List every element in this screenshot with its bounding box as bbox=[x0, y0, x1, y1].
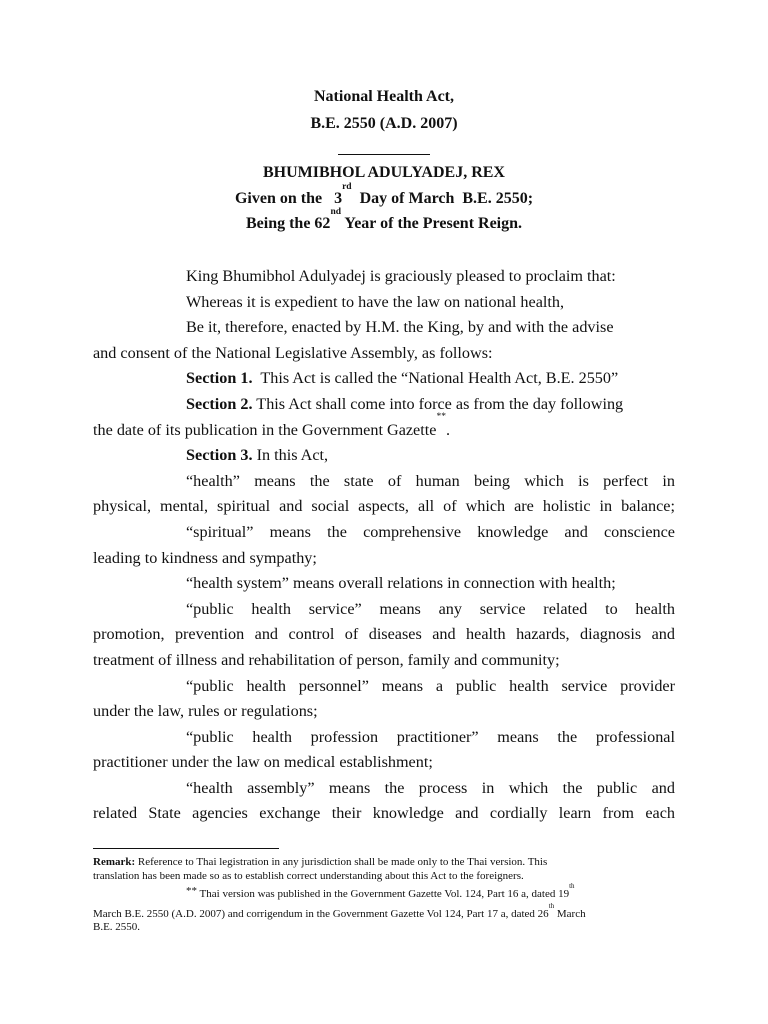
whereas-line: Whereas it is expedient to have the law on national health, bbox=[186, 293, 565, 311]
footnote-gazette: ** Thai version was published in the Government Gazette Vol. 124, Part 16 a, dated 19th bbox=[186, 882, 575, 900]
definition-health-assembly: “health assembly” means the process in which the public and bbox=[186, 779, 675, 797]
enactment-line-cont: and consent of the National Legislative Assembly, as follows: bbox=[93, 344, 493, 362]
definition-spiritual-cont: leading to kindness and sympathy; bbox=[93, 549, 317, 567]
footnote-remark-cont: translation has been made so as to establish correct understanding about this Act to the foreigners. bbox=[93, 870, 524, 882]
reign-year: Being the 62nd Year of the Present Reign. bbox=[245, 207, 523, 232]
act-year: B.E. 2550 (A.D. 2007) bbox=[310, 115, 458, 132]
definition-public-health-service: “public health service” means any service related to health bbox=[186, 600, 675, 618]
definition-practitioner-cont: practitioner under the law on medical establishment; bbox=[93, 753, 433, 771]
definition-public-health-service-cont2: treatment of illness and rehabilitation of person, family and community; bbox=[93, 651, 560, 669]
proclamation-line: King Bhumibhol Adulyadej is graciously pleased to proclaim that: bbox=[186, 267, 616, 285]
enactment-line: Be it, therefore, enacted by H.M. the King, by and with the advise bbox=[186, 318, 614, 336]
king-name: BHUMIBHOL ADULYADEJ, REX bbox=[263, 164, 505, 181]
footnote-gazette-cont2: B.E. 2550. bbox=[93, 921, 141, 933]
act-title: National Health Act, bbox=[314, 88, 454, 105]
title-divider bbox=[338, 154, 430, 155]
definition-health: “health” means the state of human being which is perfect in bbox=[186, 472, 675, 490]
definition-health-system: “health system” means overall relations in connection with health; bbox=[186, 574, 616, 592]
section-3: Section 3. In this Act, bbox=[186, 446, 329, 464]
definition-spiritual: “spiritual” means the comprehensive knowledge and conscience bbox=[186, 523, 675, 541]
definition-health-assembly-cont: related State agencies exchange their knowledge and cordially learn from each bbox=[93, 804, 675, 822]
section-1: Section 1. This Act is called the “National Health Act, B.E. 2550” bbox=[186, 369, 619, 387]
definition-public-health-service-cont: promotion, prevention and control of diseases and health hazards, diagnosis and bbox=[93, 625, 675, 643]
section-2: Section 2. This Act shall come into force as from the day following bbox=[186, 395, 624, 413]
footnote-divider bbox=[93, 848, 279, 849]
definition-health-cont: physical, mental, spiritual and social aspects, all of which are holistic in balance; bbox=[93, 497, 675, 515]
definition-public-health-personnel: “public health personnel” means a public health service provider bbox=[186, 677, 675, 695]
definition-public-health-personnel-cont: under the law, rules or regulations; bbox=[93, 702, 318, 720]
section-2-cont: the date of its publication in the Government Gazette**. bbox=[93, 412, 450, 439]
definition-practitioner: “public health profession practitioner” means the professional bbox=[186, 728, 675, 746]
footnote-gazette-cont: March B.E. 2550 (A.D. 2007) and corrigendum in the Government Gazette Vol 124, Part 17 a, dated 26th March bbox=[93, 902, 586, 920]
given-date: Given on the 3rd Day of March B.E. 2550; bbox=[234, 182, 534, 207]
footnote-remark: Remark: Reference to Thai legistration in any jurisdiction shall be made only to the Thai version. This bbox=[93, 856, 548, 868]
